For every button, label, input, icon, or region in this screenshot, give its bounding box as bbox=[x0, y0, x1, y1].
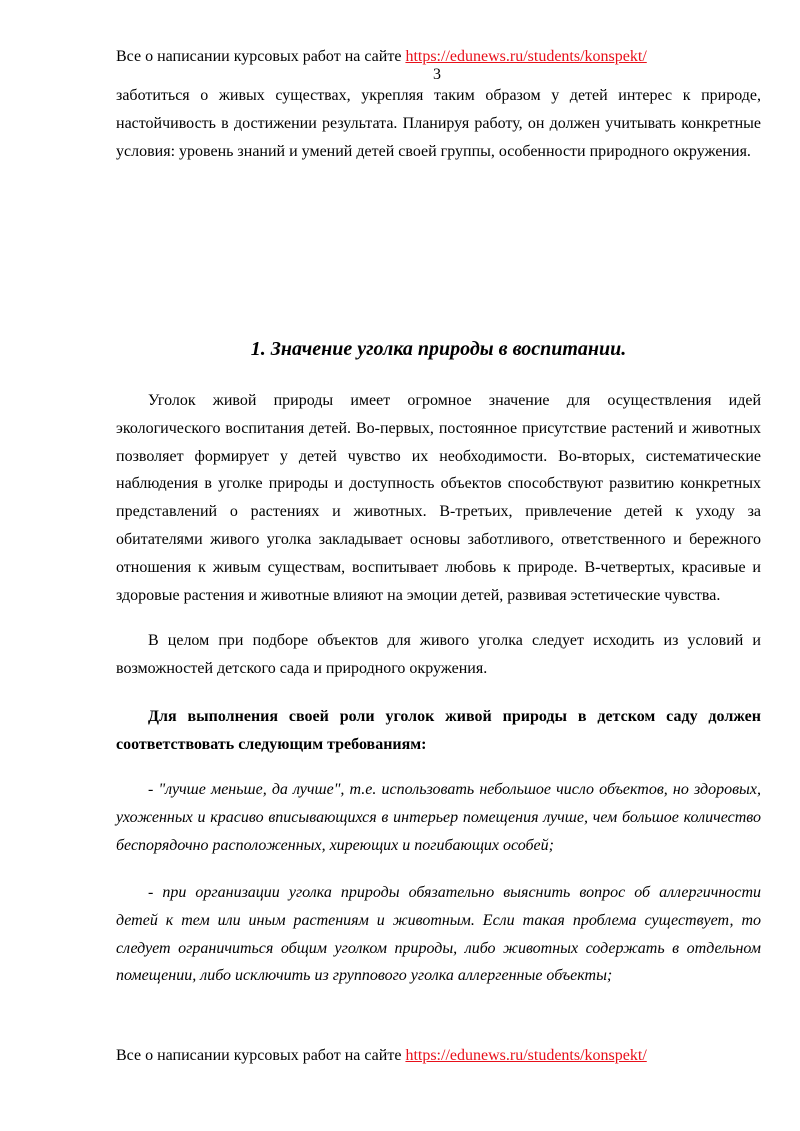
header-text: Все о написании курсовых работ на сайте bbox=[116, 48, 406, 65]
header-link[interactable]: https://edunews.ru/students/konspekt/ bbox=[405, 48, 647, 65]
requirement-item: - при организации уголка природы обязательно выяснить вопрос об аллергичности детей к тем или иным растениям и животным. Если такая проблема существует, то следует ограничиться общим уголком природы, либо животных содержать в отдельном помещении, либо исключить из группового уголка аллергенные объекты; bbox=[116, 884, 761, 985]
intro-paragraph: заботиться о живых существах, укрепляя таким образом у детей интерес к природе, настойчивость в достижении результата. Планируя работу, он должен учитывать конкретные условия: уровень знаний и умений детей своей группы, особенности природного окружения. bbox=[116, 87, 761, 160]
paragraph-importance: Уголок живой природы имеет огромное значение для осуществления идей экологического воспитания детей. Во-первых, постоянное присутствие растений и животных позволяет формирует у детей чувство их необходимости. Во-вторых, систематические наблюдения в уголке природы и доступность объектов способствуют развитию конкретных представлений о растениях и животных. В-третьих, привлечение детей к уходу за обитателями живого уголка закладывает основы заботливого, ответственного и бережного отношения к живым существам, воспитывает любовь к природе. В-четвертых, красивые и здоровые растения и животные влияют на эмоции детей, развивая эстетические чувства. bbox=[116, 392, 761, 604]
section-title: 1. Значение уголка природы в воспитании. bbox=[250, 338, 627, 360]
requirement-item: - "лучше меньше, да лучше", т.е. использовать небольшое число объектов, но здоровых, ухоженных и красиво вписывающихся в интерьер помещения лучше, чем большое количество беспорядочно расположенных, хиреющих и погибающих особей; bbox=[116, 781, 761, 854]
requirements-heading: Для выполнения своей роли уголок живой природы в детском саду должен соответствовать следующим требованиям: bbox=[116, 708, 761, 753]
page-header bbox=[116, 47, 647, 67]
footer-link[interactable]: https://edunews.ru/students/konspekt/ bbox=[405, 1047, 647, 1064]
paragraph-selection: В целом при подборе объектов для живого уголка следует исходить из условий и возможностей детского сада и природного окружения. bbox=[116, 632, 761, 677]
footer-text: Все о написании курсовых работ на сайте bbox=[116, 1047, 406, 1064]
page-number: 3 bbox=[433, 66, 441, 83]
page-footer bbox=[116, 1046, 647, 1066]
